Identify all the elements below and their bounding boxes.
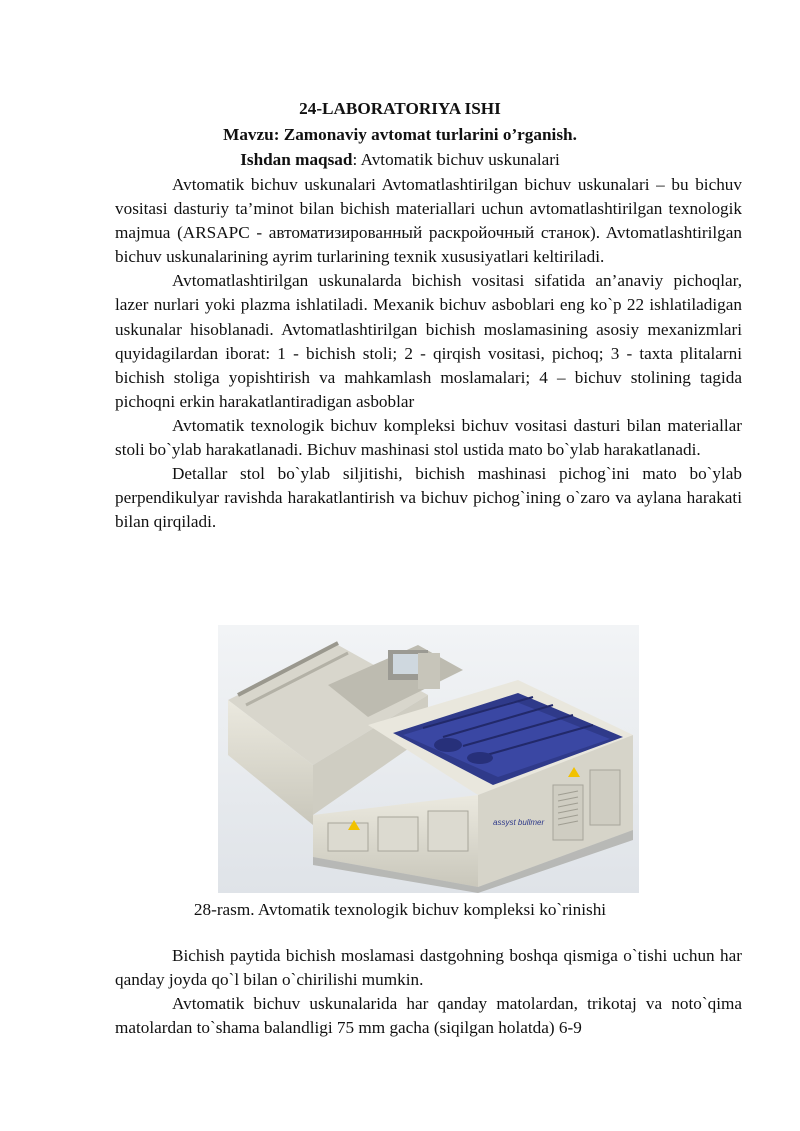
paragraph: Avtomatik texnologik bichuv kompleksi bichuv vositasi dasturi bilan materiallar stoli bo`ylab harakatlanadi. Bichuv mashinasi stol ustida mato bo`ylab harakatlanadi. — [115, 415, 742, 460]
cutting-machine-figure — [218, 625, 639, 893]
page-title: 24-LABORATORIYA ISHI — [299, 99, 501, 118]
body-text-top — [115, 173, 742, 534]
goal-label: Ishdan maqsad — [240, 150, 353, 169]
paragraph: Bichish paytida bichish moslamasi dastgohning boshqa qismiga o`tishi uchun har qanday joyda qo`l bilan o`chirilishi mumkin. — [115, 946, 742, 990]
goal-line — [0, 148, 800, 172]
paragraph: Detallar stol bo`ylab siljitishi, bichish mashinasi pichog`ini mato bo`ylab perpendikulyar ravishda harakatlantirish va bichuv pichog`ining o`zaro va aylana harakati bilan qirqiladi. — [115, 464, 742, 532]
goal-text: : Avtomatik bichuv uskunalari — [352, 150, 560, 169]
brand-logo: assyst bullmer — [493, 818, 545, 827]
body-text-bottom — [115, 944, 742, 1040]
cutting-machine-illustration — [218, 625, 639, 893]
figure-caption: 28-rasm. Avtomatik texnologik bichuv kompleksi ko`rinishi — [193, 900, 607, 919]
paragraph: Avtomatik bichuv uskunalarida har qanday matolardan, trikotaj va noto`qima matolardan to`shama balandligi 75 mm gacha (siqilgan holatda) 6-9 — [115, 994, 742, 1038]
paragraph: Avtomatlashtirilgan uskunalarda bichish vositasi sifatida an’anaviy pichoqlar, lazer nurlari yoki plazma ishlatiladi. Mexanik bichuv asboblari eng ko`p 22 ishlatiladigan uskunalar hisoblanadi. Avtomatlashtirilgan bichish moslamasining asosiy mexanizmlari quyidagilardan iborat: 1 - bichish stoli; 2 - qirqish vositasi, pichoq; 3 - taxta plitalarni bichish stoliga yopishtirish va mahkamlash moslamalari; 4 – bichuv stolining tagida pichoqni erkin harakatlantiradigan asboblar — [115, 271, 742, 411]
topic-line: Mavzu: Zamonaviy avtomat turlarini o’rganish. — [223, 125, 577, 144]
paragraph: Avtomatik bichuv uskunalari Avtomatlashtirilgan bichuv uskunalari – bu bichuv vositasi dasturiy ta’minot bilan bichish materiallari uchun avtomatlashtirilgan texnologik majmua (ARSAPC - автоматизированный раскройочный станок). Avtomatlashtirilgan bichuv uskunalarining ayrim turlarining texnik xususiyatlari keltiriladi. — [115, 175, 742, 267]
